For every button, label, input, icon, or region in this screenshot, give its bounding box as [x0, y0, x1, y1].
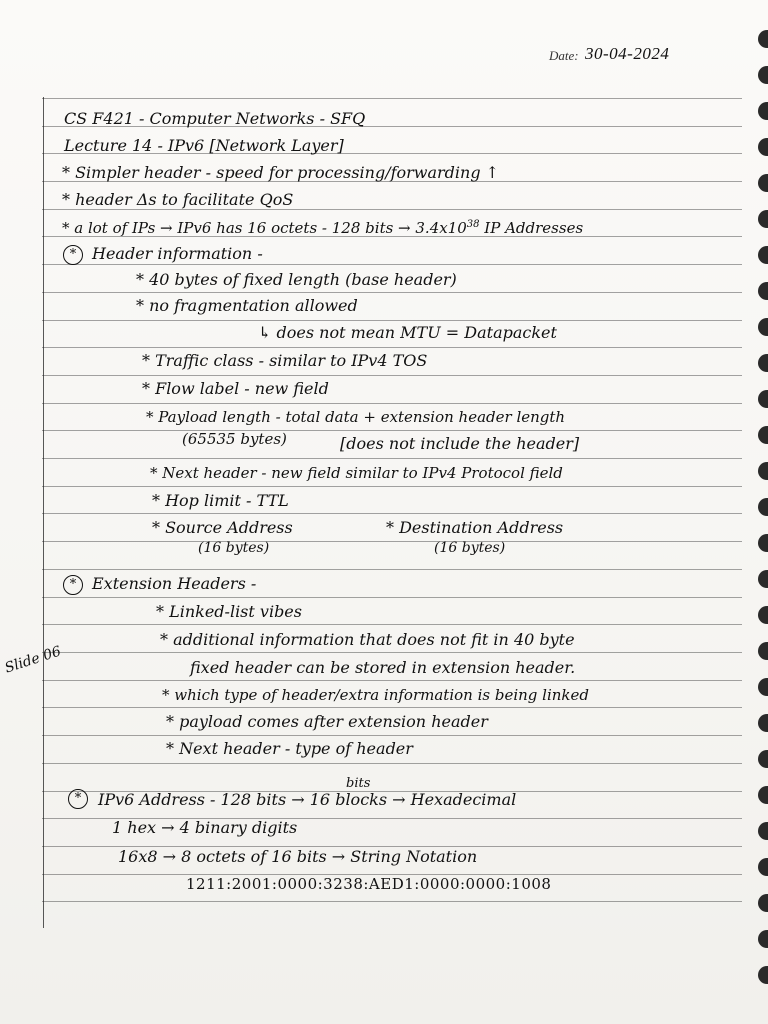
binding-hole	[758, 138, 768, 156]
ruled-line	[42, 680, 742, 681]
ruled-line	[42, 403, 742, 404]
ruled-line	[42, 458, 742, 459]
binding-hole	[758, 354, 768, 372]
binding-hole	[758, 102, 768, 120]
note-line: * Traffic class - similar to IPv4 TOS	[142, 351, 428, 370]
ruled-line	[42, 707, 742, 708]
note-line: * no fragmentation allowed	[136, 296, 358, 315]
note-line: * Next header - type of header	[166, 739, 413, 758]
binding-hole	[758, 534, 768, 552]
binding-hole	[758, 858, 768, 876]
note-line: bits	[346, 776, 371, 791]
ruled-line	[42, 652, 742, 653]
binding-hole	[758, 30, 768, 48]
note-line: * which type of header/extra information is being linked	[162, 686, 589, 704]
binding-hole	[758, 822, 768, 840]
binding-hole	[758, 318, 768, 336]
binding-hole	[758, 930, 768, 948]
note-line: 16x8 → 8 octets of 16 bits → String Notation	[118, 847, 478, 866]
ruled-line	[42, 763, 742, 764]
spiral-binding	[748, 20, 768, 980]
binding-hole	[758, 282, 768, 300]
note-line: * Payload length - total data + extension header length	[146, 408, 566, 426]
note-line: * additional information that does not fit in 40 byte	[160, 630, 575, 649]
note-line: fixed header can be stored in extension header.	[190, 658, 576, 677]
bullet-circle: *	[68, 789, 88, 809]
ruled-line	[42, 901, 742, 902]
section-heading: IPv6 Address - 128 bits → 16 blocks → Hexadecimal	[98, 790, 517, 809]
ruled-line	[42, 597, 742, 598]
note-line: * Flow label - new field	[142, 379, 329, 398]
binding-hole	[758, 210, 768, 228]
ruled-line	[42, 486, 742, 487]
ruled-line	[42, 375, 742, 376]
margin-line	[43, 97, 44, 928]
side-note: Slide 06	[2, 643, 64, 677]
binding-hole	[758, 390, 768, 408]
binding-hole	[758, 66, 768, 84]
ruled-line	[42, 347, 742, 348]
note-line: * Linked-list vibes	[156, 602, 302, 621]
note-line: (16 bytes)	[434, 540, 506, 556]
ruled-line	[42, 320, 742, 321]
note-line: * payload comes after extension header	[166, 712, 488, 731]
bullet-circle: *	[63, 245, 83, 265]
section-heading: Extension Headers -	[92, 574, 257, 593]
note-line: * a lot of IPs → IPv6 has 16 octets - 128 bits → $3.4x10^{38}$ IP Addresses	[62, 219, 584, 237]
date-value: 30-04-2024	[585, 44, 670, 63]
ruled-line	[42, 98, 742, 99]
binding-hole	[758, 714, 768, 732]
ruled-line	[42, 569, 742, 570]
section-heading: Header information -	[92, 244, 263, 263]
binding-hole	[758, 246, 768, 264]
binding-hole	[758, 498, 768, 516]
note-line: (16 bytes)	[198, 540, 270, 556]
binding-hole	[758, 894, 768, 912]
ruled-line	[42, 209, 742, 210]
lecture-title: Lecture 14 - IPv6 [Network Layer]	[64, 136, 344, 155]
note-line: * Destination Address	[386, 518, 564, 537]
binding-hole	[758, 606, 768, 624]
note-line: * 40 bytes of fixed length (base header)	[136, 270, 457, 289]
note-line: (65535 bytes)	[182, 430, 287, 448]
exponent: 38	[466, 219, 480, 230]
note-line: 1 hex → 4 binary digits	[112, 818, 298, 837]
ruled-line	[42, 735, 742, 736]
binding-hole	[758, 786, 768, 804]
date-label: Date:	[549, 48, 579, 63]
ipv6-address-example: 1211:2001:0000:3238:AED1:0000:0000:1008	[186, 875, 552, 893]
binding-hole	[758, 678, 768, 696]
binding-hole	[758, 462, 768, 480]
binding-hole	[758, 174, 768, 192]
ruled-line	[42, 541, 742, 542]
note-line: * Simpler header - speed for processing/forwarding ↑	[62, 163, 500, 182]
ruled-line	[42, 264, 742, 265]
ruled-line	[42, 513, 742, 514]
note-line: * Hop limit - TTL	[152, 491, 289, 510]
ruled-line	[42, 624, 742, 625]
note-line: [does not include the header]	[340, 434, 580, 453]
binding-hole	[758, 966, 768, 984]
note-line: ↳ does not mean MTU = Datapacket	[258, 323, 557, 342]
binding-hole	[758, 750, 768, 768]
binding-hole	[758, 426, 768, 444]
bullet-circle: *	[63, 575, 83, 595]
note-line: * header Δs to facilitate QoS	[62, 190, 294, 209]
binding-hole	[758, 642, 768, 660]
ruled-line	[42, 430, 742, 431]
note-line: * Next header - new field similar to IPv4 Protocol field	[150, 464, 563, 482]
ruled-line	[42, 292, 742, 293]
course-title: CS F421 - Computer Networks - SFQ	[64, 109, 366, 128]
note-line: * Source Address	[152, 518, 293, 537]
binding-hole	[758, 570, 768, 588]
